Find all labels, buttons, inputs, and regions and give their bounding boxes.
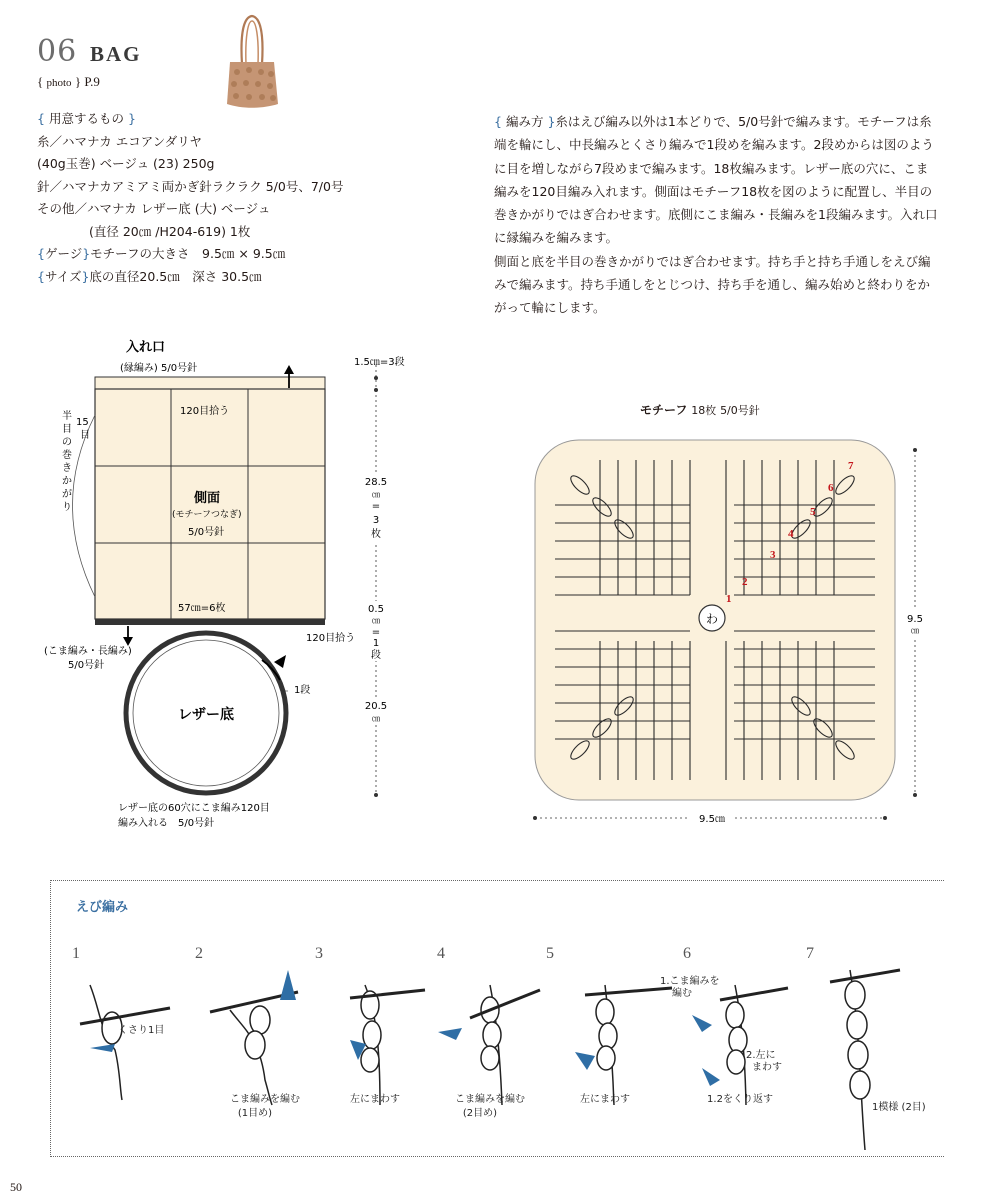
bottom-edge-hook: 5/0号針 <box>68 660 105 671</box>
instructions-block <box>494 110 939 320</box>
materials-line: (40g玉巻) ベージュ (23) 250g <box>37 156 215 171</box>
svg-text:=: = <box>371 501 381 512</box>
instructions-para1: { 編み方 }糸はえび編み以外は1本どりで、5/0号針で編みます。モチーフは糸端を輪にし、中長編みとくさり編みで1段めを編みます。2段めからは図のように目を増しながら7段めまで編みます。18枚編みます。レザー底の穴に、こま編みを120目編み入れます。側面はモチーフ18枚を図のように配置し、半目の巻きかがりではぎ合わせます。底側にこま編み・長編みを1段編みます。入れ口に縁編みを編みます。 <box>494 114 938 246</box>
step-number: 3 <box>315 945 323 962</box>
step-caption: こま編みを編む <box>455 1094 525 1105</box>
pattern-number: 06 <box>37 34 78 69</box>
materials-block <box>37 108 343 288</box>
step-note: 1.こま編みを <box>660 976 720 987</box>
svg-text:㎝: ㎝ <box>372 490 380 499</box>
pick-top-label: 120目拾う <box>180 406 230 417</box>
step-number: 7 <box>806 945 814 962</box>
motif-chart <box>520 425 940 835</box>
svg-text:目: 目 <box>62 424 72 435</box>
photo-reference: { photo } P.9 <box>37 74 100 89</box>
pick-bottom-label: 120目拾う <box>306 633 356 644</box>
bag-photo <box>222 12 284 110</box>
svg-text:1: 1 <box>372 638 380 649</box>
gauge-line: {ゲージ}モチーフの大きさ 9.5㎝ × 9.5㎝ <box>37 246 286 261</box>
step-caption: (1目め) <box>237 1108 273 1119</box>
svg-text:28.5: 28.5 <box>364 477 388 488</box>
svg-text:枚: 枚 <box>371 529 381 540</box>
svg-text:き: き <box>62 463 72 474</box>
motif-height-unit: ㎝ <box>911 626 919 635</box>
row1-label: 1段 <box>294 685 311 696</box>
materials-line: (直径 20㎝ /H204-619) 1枚 <box>89 223 251 239</box>
row-num: 5 <box>810 506 816 518</box>
row-num: 2 <box>742 576 748 588</box>
ring-label: わ <box>705 612 719 626</box>
row-num: 6 <box>828 482 834 494</box>
materials-heading: { 用意するもの } <box>37 111 136 126</box>
width-label: 57㎝=6枚 <box>178 603 226 614</box>
svg-text:が: が <box>62 489 72 500</box>
motif-height: 9.5 <box>907 614 923 625</box>
step-caption: 左にまわす <box>350 1094 400 1105</box>
whip-stitch-label <box>62 409 90 513</box>
materials-line: その他／ハマナカ レザー底 (大) ベージュ <box>37 201 271 216</box>
svg-text:㎝: ㎝ <box>372 616 380 625</box>
ebi-steps <box>60 940 940 1155</box>
svg-text:の: の <box>62 437 72 448</box>
step-note: 2.左に <box>746 1050 776 1061</box>
svg-text:3: 3 <box>372 515 380 526</box>
opening-label: 入れ口 <box>126 340 166 355</box>
svg-text:か: か <box>62 476 72 487</box>
bottom-edge-label: (こま編み・長編み) <box>44 646 132 657</box>
step-caption: こま編みを編む <box>230 1094 300 1105</box>
svg-text:=: = <box>371 627 381 638</box>
svg-text:巻: 巻 <box>62 450 72 461</box>
size-line: {サイズ}底の直径20.5㎝ 深さ 30.5㎝ <box>37 268 262 284</box>
bag-diagram <box>30 335 450 835</box>
step-number: 1 <box>72 945 80 962</box>
photo-page: P.9 <box>84 74 100 89</box>
row-num: 1 <box>726 593 732 605</box>
motif-title: モチーフ 18枚 5/0号針 <box>640 403 760 417</box>
step-caption: 左にまわす <box>580 1094 630 1105</box>
step-note: まわす <box>752 1062 782 1073</box>
pattern-title: BAG <box>90 42 142 66</box>
dim-top: 1.5㎝=3段 <box>354 357 405 368</box>
side-hook: 5/0号針 <box>188 527 225 538</box>
svg-text:半: 半 <box>62 411 72 422</box>
photo-label: photo <box>46 77 72 89</box>
step-number: 5 <box>546 945 554 962</box>
svg-text:20.5: 20.5 <box>364 701 388 712</box>
materials-line: 針／ハマナカアミアミ両かぎ針ラクラク 5/0号、7/0号 <box>37 178 344 194</box>
row-num: 4 <box>788 528 794 540</box>
step-caption: 1.2をくり返す <box>707 1094 773 1105</box>
side-subtitle: (モチーフつなぎ) <box>172 510 242 520</box>
dim-base <box>362 697 390 725</box>
svg-text:㎝: ㎝ <box>372 714 380 723</box>
step-number: 2 <box>195 945 203 962</box>
row-num: 3 <box>770 549 776 561</box>
leather-base-label: レザー底 <box>178 707 234 723</box>
row-num: 7 <box>848 460 854 472</box>
edging-label: (縁編み) 5/0号針 <box>120 363 198 374</box>
step-number: 4 <box>437 945 445 962</box>
svg-text:15: 15 <box>76 417 89 428</box>
side-title: 側面 <box>194 491 221 506</box>
svg-text:段: 段 <box>371 650 381 661</box>
motif-width: 9.5㎝ <box>699 814 725 825</box>
ebi-title: えび編み <box>76 900 129 915</box>
dim-side <box>362 473 390 545</box>
step-note: 1模様 (2目) <box>872 1102 926 1113</box>
step-number: 6 <box>683 945 691 962</box>
svg-text:0.5: 0.5 <box>368 604 384 615</box>
instructions-para2: 側面と底を半目の巻きかがりではぎ合わせます。持ち手と持ち手通しをえび編みで編みます。持ち手通しをとじつけ、持ち手を通し、編み始めと終わりをかがって輪にします。 <box>494 253 931 316</box>
svg-text:目: 目 <box>80 430 90 441</box>
leather-note-1: レザー底の60穴にこま編み120目 <box>118 803 270 814</box>
leather-note-2: 編み入れる 5/0号針 <box>118 818 215 829</box>
svg-text:り: り <box>62 502 72 513</box>
page-number: 50 <box>10 1180 22 1194</box>
dim-bottom-edge <box>362 601 390 661</box>
materials-line: 糸／ハマナカ エコアンダリヤ <box>37 133 202 149</box>
step-caption: (2目め) <box>462 1108 498 1119</box>
step-note: 編む <box>672 988 692 999</box>
step-note: くさり1目 <box>118 1025 165 1036</box>
